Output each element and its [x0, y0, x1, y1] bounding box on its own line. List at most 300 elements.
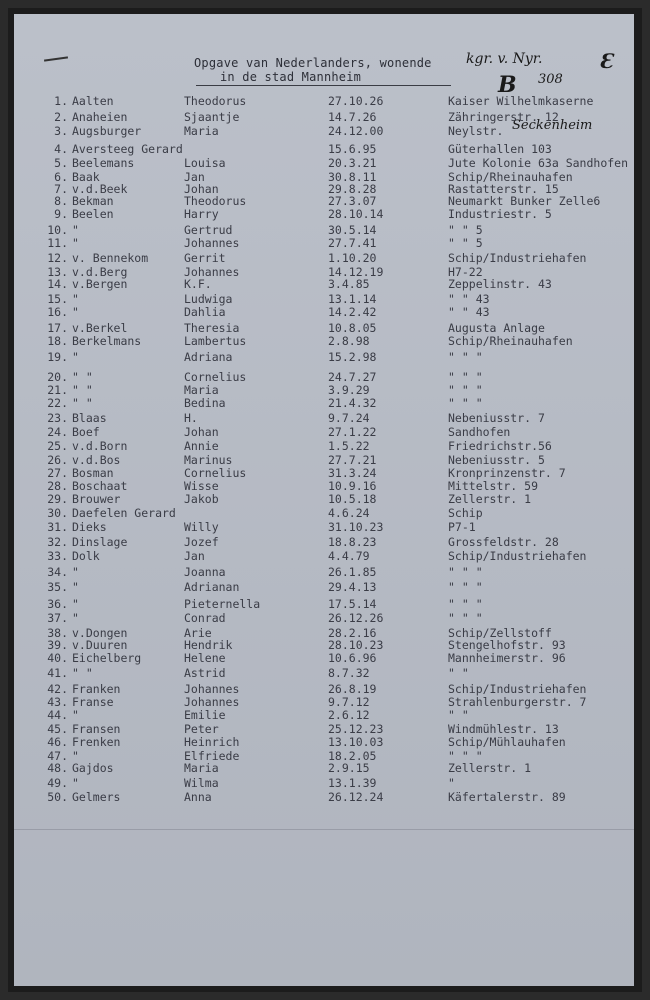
- row-number: 49.: [47, 776, 68, 790]
- handwritten-code: B: [498, 72, 517, 98]
- row-address: Mannheimerstr. 96: [448, 651, 566, 665]
- row-number: 32.: [47, 535, 68, 549]
- row-birth-date: 31.3.24: [328, 466, 377, 480]
- list-row: [14, 94, 634, 108]
- list-row: [14, 722, 634, 736]
- row-surname: ": [72, 749, 79, 763]
- row-address: Augusta Anlage: [448, 321, 545, 335]
- row-number: 29.: [47, 492, 68, 506]
- list-row: [14, 411, 634, 425]
- row-address: Industriestr. 5: [448, 207, 552, 221]
- row-first-name: Gerrit: [184, 251, 226, 265]
- list-row: [14, 425, 634, 439]
- row-number: 43.: [47, 695, 68, 709]
- row-birth-date: 10.6.96: [328, 651, 377, 665]
- row-birth-date: 10.8.05: [328, 321, 377, 335]
- row-first-name: Wisse: [184, 479, 219, 493]
- row-birth-date: 10.5.18: [328, 492, 377, 506]
- row-address: Neumarkt Bunker Zelle6: [448, 194, 601, 208]
- row-address: Schip/Zellstoff: [448, 626, 552, 640]
- row-address: " " ": [448, 370, 483, 384]
- list-row: [14, 321, 634, 335]
- row-birth-date: 26.12.24: [328, 790, 384, 804]
- row-first-name: Jan: [184, 170, 205, 184]
- row-address: H7-22: [448, 265, 483, 279]
- list-row: [14, 453, 634, 467]
- row-number: 4.: [54, 142, 68, 156]
- row-number: 27.: [47, 466, 68, 480]
- row-first-name: Johan: [184, 182, 219, 196]
- row-number: 36.: [47, 597, 68, 611]
- row-surname: v.Berkel: [72, 321, 128, 335]
- row-birth-date: 24.12.00: [328, 124, 384, 138]
- row-birth-date: 27.10.26: [328, 94, 384, 108]
- row-address: " ": [448, 666, 469, 680]
- row-birth-date: 21.4.32: [328, 396, 377, 410]
- row-birth-date: 17.5.14: [328, 597, 377, 611]
- row-birth-date: 1.10.20: [328, 251, 377, 265]
- row-birth-date: 18.2.05: [328, 749, 377, 763]
- row-surname: " ": [72, 396, 93, 410]
- row-surname: v.Dongen: [72, 626, 128, 640]
- row-address: Kronprinzenstr. 7: [448, 466, 566, 480]
- row-number: 35.: [47, 580, 68, 594]
- row-number: 14.: [47, 277, 68, 291]
- row-address: Zellerstr. 1: [448, 492, 532, 506]
- row-birth-date: 24.7.27: [328, 370, 377, 384]
- row-surname: Brouwer: [72, 492, 121, 506]
- row-number: 19.: [47, 350, 68, 364]
- row-birth-date: 3.4.85: [328, 277, 370, 291]
- row-number: 21.: [47, 383, 68, 397]
- row-number: 16.: [47, 305, 68, 319]
- list-row: [14, 565, 634, 579]
- row-address: Sandhofen: [448, 425, 511, 439]
- row-first-name: Wilma: [184, 776, 219, 790]
- list-row: [14, 695, 634, 709]
- row-surname: ": [72, 597, 79, 611]
- row-birth-date: 14.2.42: [328, 305, 377, 319]
- row-number: 7.: [54, 182, 68, 196]
- row-address: " " ": [448, 383, 483, 397]
- row-surname: Gelmers: [72, 790, 121, 804]
- row-birth-date: 9.7.24: [328, 411, 370, 425]
- list-row: [14, 305, 634, 319]
- row-first-name: Marinus: [184, 453, 233, 467]
- list-row: [14, 597, 634, 611]
- row-first-name: Ludwiga: [184, 292, 233, 306]
- row-birth-date: 13.1.39: [328, 776, 377, 790]
- row-address: Käfertalerstr. 89: [448, 790, 566, 804]
- row-first-name: Heinrich: [184, 735, 240, 749]
- row-address: P7-1: [448, 520, 476, 534]
- row-birth-date: 14.7.26: [328, 110, 377, 124]
- row-number: 6.: [54, 170, 68, 184]
- row-number: 3.: [54, 124, 68, 138]
- row-first-name: Arie: [184, 626, 212, 640]
- row-birth-date: 2.9.15: [328, 761, 370, 775]
- row-address: Grossfeldstr. 28: [448, 535, 559, 549]
- row-first-name: Elfriede: [184, 749, 240, 763]
- row-number: 28.: [47, 479, 68, 493]
- row-birth-date: 29.4.13: [328, 580, 377, 594]
- row-address: Kaiser Wilhelmkaserne: [448, 94, 594, 108]
- row-number: 50.: [47, 790, 68, 804]
- list-row: [14, 383, 634, 397]
- row-first-name: Johannes: [184, 682, 240, 696]
- row-surname: ": [72, 350, 79, 364]
- list-row: [14, 666, 634, 680]
- row-first-name: Maria: [184, 761, 219, 775]
- row-address: Schip/Industriehafen: [448, 251, 587, 265]
- row-surname: Berkelmans: [72, 334, 142, 348]
- row-address: " " 43: [448, 292, 490, 306]
- row-number: 1.: [54, 94, 68, 108]
- handwritten-annotation: Seckenheim: [512, 118, 593, 133]
- row-birth-date: 9.7.12: [328, 695, 370, 709]
- row-address: " ": [448, 708, 469, 722]
- row-surname: Blaas: [72, 411, 107, 425]
- list-row: [14, 207, 634, 221]
- list-row: [14, 236, 634, 250]
- row-number: 44.: [47, 708, 68, 722]
- row-surname: ": [72, 305, 79, 319]
- row-surname: v.d.Bos: [72, 453, 121, 467]
- row-surname: Augsburger: [72, 124, 142, 138]
- row-first-name: Jozef: [184, 535, 219, 549]
- row-number: 33.: [47, 549, 68, 563]
- row-surname: Daefelen Gerard: [72, 506, 176, 520]
- row-number: 23.: [47, 411, 68, 425]
- row-surname: " ": [72, 383, 93, 397]
- row-surname: Dieks: [72, 520, 107, 534]
- row-birth-date: 31.10.23: [328, 520, 384, 534]
- row-first-name: Jan: [184, 549, 205, 563]
- list-row: [14, 651, 634, 665]
- row-surname: Baak: [72, 170, 100, 184]
- row-first-name: Harry: [184, 207, 219, 221]
- row-first-name: Adriana: [184, 350, 233, 364]
- row-birth-date: 27.7.41: [328, 236, 377, 250]
- list-row: [14, 520, 634, 534]
- row-birth-date: 27.7.21: [328, 453, 377, 467]
- row-first-name: Johannes: [184, 265, 240, 279]
- row-birth-date: 14.12.19: [328, 265, 384, 279]
- list-row: [14, 334, 634, 348]
- row-address: Nebeniusstr. 5: [448, 453, 545, 467]
- row-surname: ": [72, 580, 79, 594]
- header-underline: [196, 85, 451, 86]
- paper-fold: [14, 829, 634, 830]
- row-birth-date: 4.4.79: [328, 549, 370, 563]
- row-birth-date: 4.6.24: [328, 506, 370, 520]
- row-first-name: Dahlia: [184, 305, 226, 319]
- row-first-name: Maria: [184, 124, 219, 138]
- row-surname: Beelen: [72, 207, 114, 221]
- row-surname: ": [72, 223, 79, 237]
- list-row: [14, 580, 634, 594]
- row-number: 46.: [47, 735, 68, 749]
- row-surname: v.Duuren: [72, 638, 128, 652]
- row-surname: Gajdos: [72, 761, 114, 775]
- list-row: [14, 370, 634, 384]
- row-number: 30.: [47, 506, 68, 520]
- row-surname: Beelemans: [72, 156, 135, 170]
- row-first-name: Emilie: [184, 708, 226, 722]
- document-sheet: [14, 14, 634, 986]
- row-number: 8.: [54, 194, 68, 208]
- row-surname: Franken: [72, 682, 121, 696]
- list-row: [14, 735, 634, 749]
- row-address: " " ": [448, 611, 483, 625]
- row-birth-date: 27.3.07: [328, 194, 377, 208]
- row-number: 39.: [47, 638, 68, 652]
- row-first-name: Peter: [184, 722, 219, 736]
- row-address: Zellerstr. 1: [448, 761, 532, 775]
- row-number: 13.: [47, 265, 68, 279]
- row-number: 22.: [47, 396, 68, 410]
- row-first-name: Bedina: [184, 396, 226, 410]
- row-address: " " 5: [448, 223, 483, 237]
- row-birth-date: 28.10.23: [328, 638, 384, 652]
- row-surname: v.Bergen: [72, 277, 128, 291]
- list-row: [14, 194, 634, 208]
- row-address: " " ": [448, 749, 483, 763]
- row-address: " " ": [448, 597, 483, 611]
- row-address: Zähringerstr. 12: [448, 110, 559, 124]
- handwritten-number: 308: [538, 72, 563, 87]
- row-address: Rastatterstr. 15: [448, 182, 559, 196]
- row-birth-date: 26.12.26: [328, 611, 384, 625]
- row-number: 9.: [54, 207, 68, 221]
- row-surname: ": [72, 565, 79, 579]
- list-row: [14, 439, 634, 453]
- row-address: " " 5: [448, 236, 483, 250]
- row-birth-date: 1.5.22: [328, 439, 370, 453]
- row-number: 45.: [47, 722, 68, 736]
- row-address: Jute Kolonie 63a Sandhofen: [448, 156, 629, 170]
- row-first-name: Anna: [184, 790, 212, 804]
- list-row: [14, 611, 634, 625]
- row-surname: Dinslage: [72, 535, 128, 549]
- row-birth-date: 3.9.29: [328, 383, 370, 397]
- row-number: 26.: [47, 453, 68, 467]
- row-surname: Frenken: [72, 735, 121, 749]
- row-address: Schip/Industriehafen: [448, 549, 587, 563]
- row-birth-date: 2.8.98: [328, 334, 370, 348]
- row-address: Schip: [448, 506, 483, 520]
- list-row: [14, 223, 634, 237]
- row-first-name: Lambertus: [184, 334, 247, 348]
- row-surname: Boef: [72, 425, 100, 439]
- list-row: [14, 776, 634, 790]
- list-row: [14, 124, 634, 138]
- row-birth-date: 28.2.16: [328, 626, 377, 640]
- row-first-name: Hendrik: [184, 638, 233, 652]
- row-first-name: Theresia: [184, 321, 240, 335]
- row-first-name: Helene: [184, 651, 226, 665]
- row-surname: v.d.Beek: [72, 182, 128, 196]
- row-birth-date: 8.7.32: [328, 666, 370, 680]
- list-row: [14, 277, 634, 291]
- list-row: [14, 142, 634, 156]
- list-row: [14, 761, 634, 775]
- row-surname: Fransen: [72, 722, 121, 736]
- row-surname: Boschaat: [72, 479, 128, 493]
- row-surname: Bosman: [72, 466, 114, 480]
- row-first-name: Johan: [184, 425, 219, 439]
- handwritten-reference: kgr. v. Nyr.: [466, 51, 543, 67]
- row-address: Schip/Industriehafen: [448, 682, 587, 696]
- row-birth-date: 20.3.21: [328, 156, 377, 170]
- row-surname: v.d.Born: [72, 439, 128, 453]
- row-first-name: Johannes: [184, 236, 240, 250]
- list-row: [14, 790, 634, 804]
- row-number: 38.: [47, 626, 68, 640]
- row-first-name: Willy: [184, 520, 219, 534]
- header-title-line1: Opgave van Nederlanders, wonende: [194, 56, 432, 70]
- row-first-name: Gertrud: [184, 223, 233, 237]
- row-birth-date: 30.8.11: [328, 170, 377, 184]
- row-address: " " ": [448, 396, 483, 410]
- row-surname: ": [72, 776, 79, 790]
- row-number: 31.: [47, 520, 68, 534]
- row-number: 40.: [47, 651, 68, 665]
- row-number: 41.: [47, 666, 68, 680]
- row-number: 2.: [54, 110, 68, 124]
- row-number: 10.: [47, 223, 68, 237]
- row-birth-date: 29.8.28: [328, 182, 377, 196]
- list-row: [14, 708, 634, 722]
- row-number: 11.: [47, 236, 68, 250]
- row-surname: v.d.Berg: [72, 265, 128, 279]
- row-birth-date: 10.9.16: [328, 479, 377, 493]
- row-birth-date: 13.10.03: [328, 735, 384, 749]
- row-first-name: Sjaantje: [184, 110, 240, 124]
- list-row: [14, 466, 634, 480]
- list-row: [14, 396, 634, 410]
- row-number: 34.: [47, 565, 68, 579]
- list-row: [14, 506, 634, 520]
- row-address: Stengelhofstr. 93: [448, 638, 566, 652]
- row-address: Neylstr.: [448, 124, 504, 138]
- row-first-name: Cornelius: [184, 370, 247, 384]
- row-surname: Aalten: [72, 94, 114, 108]
- row-surname: ": [72, 611, 79, 625]
- row-first-name: Pieternella: [184, 597, 261, 611]
- row-surname: Dolk: [72, 549, 100, 563]
- row-birth-date: 2.6.12: [328, 708, 370, 722]
- row-address: Schip/Rheinauhafen: [448, 170, 573, 184]
- row-surname: Eichelberg: [72, 651, 142, 665]
- row-birth-date: 25.12.23: [328, 722, 384, 736]
- row-birth-date: 30.5.14: [328, 223, 377, 237]
- row-number: 48.: [47, 761, 68, 775]
- row-surname: Aversteeg Gerard: [72, 142, 183, 156]
- row-first-name: Conrad: [184, 611, 226, 625]
- list-row: [14, 535, 634, 549]
- row-address: Schip/Rheinauhafen: [448, 334, 573, 348]
- row-first-name: Cornelius: [184, 466, 247, 480]
- row-birth-date: 13.1.14: [328, 292, 377, 306]
- row-surname: Franse: [72, 695, 114, 709]
- row-number: 12.: [47, 251, 68, 265]
- row-number: 24.: [47, 425, 68, 439]
- row-surname: ": [72, 236, 79, 250]
- row-first-name: Maria: [184, 383, 219, 397]
- row-surname: Bekman: [72, 194, 114, 208]
- row-first-name: Jakob: [184, 492, 219, 506]
- list-row: [14, 156, 634, 170]
- list-row: [14, 549, 634, 563]
- row-birth-date: 15.2.98: [328, 350, 377, 364]
- row-surname: " ": [72, 666, 93, 680]
- list-row: [14, 682, 634, 696]
- row-address: Schip/Mühlauhafen: [448, 735, 566, 749]
- row-first-name: Adrianan: [184, 580, 240, 594]
- row-birth-date: 27.1.22: [328, 425, 377, 439]
- row-birth-date: 28.10.14: [328, 207, 384, 221]
- row-number: 37.: [47, 611, 68, 625]
- list-row: [14, 492, 634, 506]
- row-address: " " 43: [448, 305, 490, 319]
- list-row: [14, 110, 634, 124]
- row-first-name: Joanna: [184, 565, 226, 579]
- handwritten-mark: Ɛ: [599, 49, 614, 73]
- row-number: 47.: [47, 749, 68, 763]
- header-title-line2: in de stad Mannheim: [220, 70, 362, 84]
- row-address: " " ": [448, 580, 483, 594]
- row-number: 5.: [54, 156, 68, 170]
- row-surname: " ": [72, 370, 93, 384]
- row-first-name: H.: [184, 411, 198, 425]
- row-surname: v. Bennekom: [72, 251, 149, 265]
- row-address: " " ": [448, 350, 483, 364]
- row-address: " " ": [448, 565, 483, 579]
- row-first-name: Astrid: [184, 666, 226, 680]
- row-birth-date: 26.1.85: [328, 565, 377, 579]
- list-row: [14, 638, 634, 652]
- list-row: [14, 479, 634, 493]
- row-number: 15.: [47, 292, 68, 306]
- row-number: 42.: [47, 682, 68, 696]
- row-address: Windmühlestr. 13: [448, 722, 559, 736]
- row-surname: ": [72, 292, 79, 306]
- row-birth-date: 26.8.19: [328, 682, 377, 696]
- row-address: Mittelstr. 59: [448, 479, 539, 493]
- row-number: 17.: [47, 321, 68, 335]
- row-number: 25.: [47, 439, 68, 453]
- row-first-name: Theodorus: [184, 94, 247, 108]
- row-address: Güterhallen 103: [448, 142, 552, 156]
- row-address: Friedrichstr.56: [448, 439, 552, 453]
- row-surname: Anaheien: [72, 110, 128, 124]
- row-first-name: Theodorus: [184, 194, 247, 208]
- row-first-name: K.F.: [184, 277, 212, 291]
- row-address: Zeppelinstr. 43: [448, 277, 552, 291]
- document-header: [194, 56, 464, 84]
- row-first-name: Johannes: [184, 695, 240, 709]
- row-number: 20.: [47, 370, 68, 384]
- list-row: [14, 251, 634, 265]
- row-address: Strahlenburgerstr. 7: [448, 695, 587, 709]
- row-surname: ": [72, 708, 79, 722]
- row-birth-date: 15.6.95: [328, 142, 377, 156]
- row-address: Nebeniusstr. 7: [448, 411, 545, 425]
- list-row: [14, 292, 634, 306]
- row-first-name: Louisa: [184, 156, 226, 170]
- row-birth-date: 18.8.23: [328, 535, 377, 549]
